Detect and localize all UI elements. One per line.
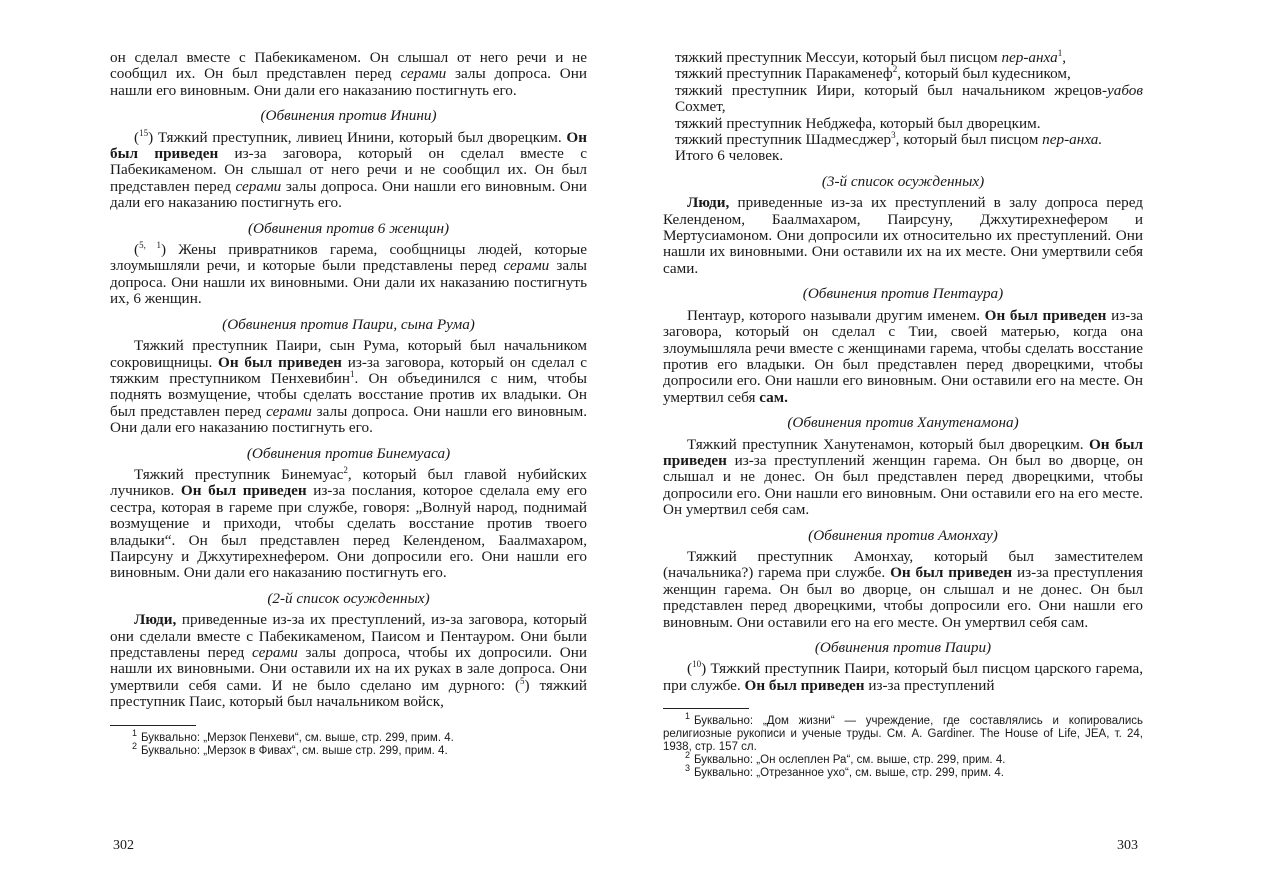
paragraph [110,242,587,308]
bold-phrase: Он был приведен [218,353,342,371]
bold-phrase: Он был приведен [180,482,307,500]
text-run: Тяжкий преступник Амонхау, который был заместителем (начальника?) гарема при службе. [663,547,1143,582]
text-run: залы допроса. Они нашли его виновным. Они дали его наказанию постигнуть его. [110,65,588,99]
bold-phrase: сам. [759,388,788,406]
list-item [663,47,1143,66]
footnote [663,711,1143,754]
italic-term: серами [266,402,312,420]
text-run: из-за заговора, который он сделал с Тии, своей матерью, когда она злоумышляла речи вместе с женщинами гарема, чтобы сделать восстание против его владыки. Он был представлен перед дворецкими, чтобы допросили его. Они нашли его виновным. Они оставили его на месте. Он умертвил себя [663,306,1143,406]
text-run: . Он объединился с ним, чтобы поднять возмущение, чтобы сделать восстание против их владыки. Он был представлен перед [110,369,588,420]
italic-term: серами [400,65,447,83]
footnote [663,763,1143,780]
paragraph [663,549,1143,631]
text-run: Тяжкий преступник Бинемуас [134,465,344,483]
paragraph [663,661,1143,694]
text-run: залы допроса. Они нашли его виновным. Они дали его наказанию постигнуть его. [110,402,588,437]
footnote-ref: 3 [891,129,896,140]
text-run: он сделал вместе с Пабекикаменом. Он слышал от него речи и не сообщил их. Он был представлен перед [110,49,587,83]
text-run: тяжкий преступник Паракаменеф [675,65,893,83]
footnote-ref: 1 [349,368,355,379]
text-run: ) Тяжкий преступник Паири, который был писцом царского гарема, при службе. [663,660,1143,694]
italic-term: серами [235,177,282,195]
footnote-text: Буквально: „Он ослеплен Ра“, см. выше, стр. 299, прим. 4. [694,754,1006,767]
text-run: из-за преступления женщин гарема. Он был во дворце, он слышал и не донес. Он был представлен перед дворецкими, чтобы допросили его. Они нашли его виновным. Они оставили его на его месте. Он умертвил себя сам. [663,564,1143,631]
footnote-divider [663,708,749,709]
text-run: залы допроса, чтобы их допросили. Они нашли их виновными. Они оставили их на их руках в зале допроса. Они умертвили себя сами. И не было сделано им дурного: ( [110,644,587,694]
footnote-mark: 1 [685,711,691,722]
text-run: из-за послания, которое сделала ему его сестра, которая в гареме при службе, говоря: „Волнуй народ, поднимай возмущение и приходи, чтобы сделать восстание против твоего владыки“. Он был представлен перед Келенденом, Баалмахаром, Паирсуну и Джхутирехнефером. Они допросили его. Они нашли его виновным. Они дали его наказанию постигнуть его. [110,482,587,582]
text-run: Пентаур, которого называли другим именем. [687,306,985,324]
text-run: из-за заговора, который он сделал вместе с Пабекикаменом. Он слышал от него речи и не сообщил их. Он был представлен перед [110,145,588,195]
text-run: , который был кудесником, [897,65,1071,83]
italic-term: серами [252,644,298,661]
list-item [663,116,1143,132]
text-run: приведенные из-за их преступлений в залу допроса перед Келенденом, Баалмахаром, Паирсуну, Джхутирехнефером и Мертусиамоном. Они допросили их относительно их преступлений. Они нашли их виновными. Они оставили их на их месте. Они умертвили себя сами. [663,194,1143,277]
list-item [663,66,1143,82]
italic-term: уабов [1107,81,1143,99]
italic-term: пер-анха. [1042,131,1103,149]
text-run: ) тяжкий преступник Паис, который был начальником войск, [110,676,587,711]
footnote-mark: 1 [132,727,138,738]
footnote-mark: 2 [132,740,138,751]
list-item [663,148,1143,164]
section-heading: (Обвинения против Паири, сына Рума) [222,315,475,333]
section-heading: (Обвинения против Инини) [260,107,437,125]
text-run: залы допроса. Они нашли их виновными. Они дали их наказанию постигнуть их, 6 женщин. [110,257,587,308]
right-page-body [663,47,1143,694]
footnote-mark: 2 [685,750,691,761]
text-run: Тяжкий преступник Паири, сын Рума, который был начальником сокровищницы. [110,337,587,371]
bold-phrase: Он был приведен [984,306,1107,324]
footnote-ref: 10 [692,659,702,670]
page-number-right: 303 [1117,838,1138,853]
list-item [663,129,1143,149]
section-heading: (Обвинения против Бинемуаса) [246,444,451,462]
bold-phrase: Он был приведен [890,564,1013,582]
section-heading: (3-й список осужденных) [821,172,985,190]
paragraph [110,612,587,710]
paragraph [663,437,1143,519]
text-run: , который был писцом [895,131,1043,149]
footnote-ref: 5, 1 [139,240,161,250]
section-heading: (Обвинения против Ханутенамона) [787,414,1019,432]
text-run: , который был главой нубийских лучников. [110,465,587,500]
text-run: тяжкий преступник Иири, который был начальником жрецов- [675,81,1108,99]
text-run: из-за преступлений [864,676,995,694]
defendant-list [663,47,1143,165]
footnote-mark: 3 [685,763,691,774]
text-run: , [1062,49,1066,66]
text-run: из-за заговора, который он сделал с тяжким преступником Пенхевибин [110,353,587,387]
page-number-left: 302 [113,838,134,853]
text-run: ( [134,241,140,259]
paragraph [663,195,1143,277]
italic-term: пер-анха [1001,49,1058,66]
footnote-text: Буквально: „Мерзок в Фивах“, см. выше стр. 299, прим. 4. [141,744,448,757]
footnote-text: Буквально: „Отрезанное ухо“, см. выше, стр. 299, прим. 4. [694,767,1004,780]
footnote-ref: 15 [139,127,149,138]
section-heading: (Обвинения против Пентаура) [802,285,1004,303]
text-run: Итого 6 человек. [675,147,784,165]
italic-term: серами [503,257,550,275]
footnote [663,750,1143,767]
footnote [110,740,587,758]
footnote-divider [110,725,196,726]
footnote-text: Буквально: „Мерзок Пенхеви“, см. выше, стр. 299, прим. 4. [141,731,454,744]
text-run: тяжкий преступник Шадмесджер [675,131,892,149]
text-run: ) Жены привратников гарема, сообщницы людей, которые злоумышляли речи, и которые были представлены перед [110,241,587,275]
footnote-ref: 2 [343,464,348,475]
left-page-body [110,50,587,711]
paragraph [110,464,587,582]
paragraph [110,50,587,99]
footnote-ref: 5 [520,675,525,686]
text-run: приведенные из-за их преступлений, из-за заговора, который они сделали вместе с Пабекикаменом, Паисом и Пентауром. Они были представлены перед [110,611,587,661]
footnote-ref: 2 [892,64,898,75]
text-run: ( [687,660,693,678]
text-run: из-за преступлений женщин гарема. Он был во дворце, он слышал и не донес. Он был представлен перед дворецкими, чтобы допросили его. Они нашли его виновным. Они оставили его на его месте. Он умертвил себя сам. [663,451,1143,519]
bold-phrase: Люди, [687,194,730,212]
text-run: ( [134,128,140,146]
section-heading: (Обвинения против Амонхау) [808,526,998,544]
footnote-ref: 1 [1057,47,1063,58]
section-heading: (Обвинения против Паири) [814,639,992,656]
bold-phrase: Он был приведен [110,128,587,163]
section-heading: (Обвинения против 6 женщин) [247,219,450,237]
section-heading: (2-й список осужденных) [267,589,430,607]
paragraph [663,308,1143,406]
text-run: Тяжкий преступник Ханутенамон, который был дворецким. [687,435,1089,453]
bold-phrase: Он был приведен [744,676,865,694]
right-page [631,0,1263,893]
footnote [110,727,587,745]
bold-phrase: Он был приведен [663,435,1143,469]
paragraph [110,127,588,212]
right-footnotes [663,711,1143,780]
text-run: Сохмет, [675,98,726,116]
text-run: тяжкий преступник Небджефа, который был дворецким. [675,114,1041,132]
left-footnotes [110,727,587,758]
text-run: залы допроса. Они нашли его виновным. Они дали его наказанию постигнуть его. [110,177,587,212]
text-run: тяжкий преступник Мессуи, который был писцом [675,49,1002,66]
bold-phrase: Люди, [134,611,177,629]
left-page [0,0,631,893]
paragraph [110,338,587,436]
text-run: ) Тяжкий преступник, ливиец Инини, который был дворецким. [148,128,567,146]
footnote-text: Буквально: „Дом жизни“ — учреждение, где составлялись и копировались религиозные рукописи и ученые труды. См. A. Gardiner. The House of Life, JEA, т. 24, 1938, стр. 157 сл. [663,715,1143,754]
list-item [663,83,1143,116]
